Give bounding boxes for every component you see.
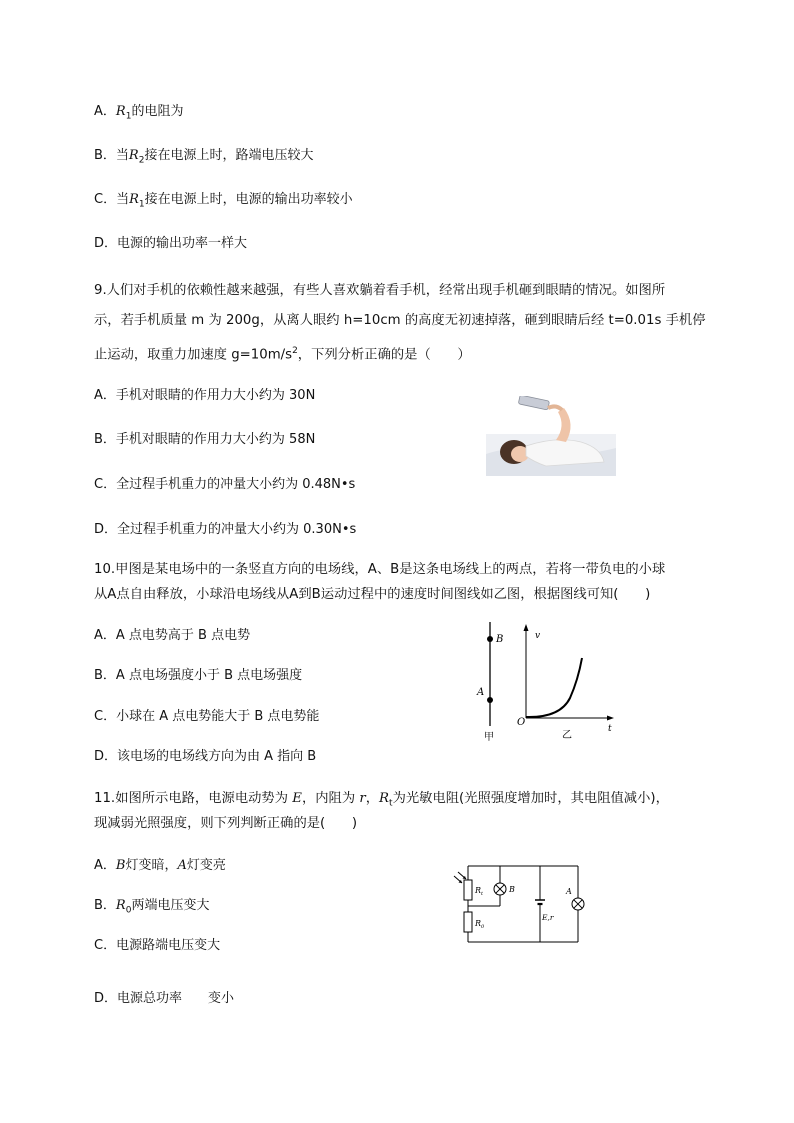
q11-option-a bbox=[94, 856, 226, 876]
q10-option-a: A．A 点电势高于 B 点电势 bbox=[94, 628, 251, 643]
stem-text: ，内阻为 bbox=[301, 791, 360, 806]
variable-r0: R bbox=[115, 898, 126, 913]
q9-stem-line2: 示，若手机质量 m 为 200g，从离人眼约 h=10cm 的高度无初速掉落，砸到眼睛后经 t=0.01s 手机停 bbox=[94, 313, 706, 328]
label-a: A bbox=[477, 687, 485, 698]
option-text: D．电源总功率 bbox=[94, 991, 183, 1006]
option-text: 接在电源上时，路端电压较大 bbox=[144, 148, 314, 163]
variable-r: R bbox=[129, 192, 139, 207]
q8-option-b bbox=[94, 146, 313, 171]
label-r0: $R_0$ bbox=[475, 919, 485, 930]
q11-circuit bbox=[450, 858, 600, 948]
q11-option-b bbox=[94, 896, 209, 921]
variable-r: R bbox=[115, 104, 126, 119]
variable-rt: R bbox=[379, 791, 390, 806]
photoresistor-rt bbox=[464, 880, 472, 900]
option-prefix: B．当 bbox=[94, 148, 129, 163]
stem-text: ， bbox=[365, 791, 380, 806]
q9-option-c: C．全过程手机重力的冲量大小约为 0.48N•s bbox=[94, 477, 356, 492]
v-t-curve bbox=[526, 658, 582, 717]
stem-text: 11.如图所示电路，电源电动势为 bbox=[94, 791, 293, 806]
subscript: 1 bbox=[125, 111, 132, 122]
q10-option-d: D．该电场的电场线方向为由 A 指向 B bbox=[94, 749, 317, 764]
label-b: B bbox=[509, 885, 515, 894]
q10-stem-line2: 从A点自由释放，小球沿电场线从A到B运动过程中的速度时间图线如乙图，根据图线可知( ) bbox=[94, 587, 651, 602]
q11-option-c: C．电源路端电压变大 bbox=[94, 938, 221, 953]
q9-option-b: B．手机对眼睛的作用力大小约为 58N bbox=[94, 432, 316, 447]
point-b bbox=[487, 636, 493, 642]
option-prefix: C．当 bbox=[94, 192, 130, 207]
stem-text: 为光敏电阻(光照强度增加时，其电阻值减小)， bbox=[392, 791, 669, 806]
variable-r: R bbox=[128, 148, 139, 163]
q9-stem-line1: 9.人们对手机的依赖性越来越强，有些人喜欢躺着看手机，经常出现手机砸到眼睛的情况。如图所 bbox=[94, 283, 666, 298]
variable-e: E bbox=[292, 791, 302, 806]
variable-a: A bbox=[177, 858, 187, 873]
label-a: A bbox=[566, 887, 572, 896]
subscript: 1 bbox=[138, 199, 145, 210]
subscript: 0 bbox=[125, 905, 132, 916]
q11-option-d bbox=[94, 989, 234, 1009]
label-b: B bbox=[496, 634, 504, 645]
option-prefix: B． bbox=[94, 898, 116, 913]
option-prefix: A． bbox=[94, 104, 116, 119]
option-text: 灯变亮 bbox=[186, 858, 226, 873]
option-text: 变小 bbox=[208, 991, 235, 1006]
option-text: 接在电源上时，电源的输出功率较小 bbox=[144, 192, 353, 207]
t-axis-arrow bbox=[607, 716, 614, 721]
q8-option-c bbox=[94, 190, 353, 215]
q11-stem-line2: 现减弱光照强度，则下列判断正确的是( ) bbox=[94, 816, 358, 831]
stem-text: 止运动，取重力加速度 g=10m/s bbox=[94, 347, 293, 363]
option-text: 两端电压变大 bbox=[131, 898, 210, 913]
label-jia: 甲 bbox=[484, 732, 494, 743]
q9-option-a: A．手机对眼睛的作用力大小约为 30N bbox=[94, 388, 316, 403]
subscript: 2 bbox=[138, 155, 145, 166]
q10-option-b: B．A 点电场强度小于 B 点电场强度 bbox=[94, 668, 303, 683]
point-a bbox=[487, 697, 493, 703]
q9-option-d: D．全过程手机重力的冲量大小约为 0.30N•s bbox=[94, 522, 357, 537]
variable-r-internal: r bbox=[359, 791, 366, 806]
stem-text: ，下列分析正确的是（ ） bbox=[297, 347, 471, 363]
q9-phone-photo bbox=[486, 396, 616, 476]
option-text: 灯变暗， bbox=[125, 858, 178, 873]
label-er: E,r bbox=[542, 913, 554, 922]
q10-figure bbox=[470, 618, 620, 746]
option-prefix: A． bbox=[94, 858, 116, 873]
superscript: 2 bbox=[292, 346, 298, 356]
q11-stem-line1 bbox=[94, 789, 669, 814]
label-yi: 乙 bbox=[562, 730, 572, 741]
q9-stem-line3 bbox=[94, 341, 471, 365]
q10-option-c: C．小球在 A 点电势能大于 B 点电势能 bbox=[94, 709, 320, 724]
label-rt: $R_t$ bbox=[475, 886, 484, 897]
subscript: t bbox=[389, 798, 393, 809]
label-t: t bbox=[608, 724, 612, 734]
resistor-r0 bbox=[464, 912, 472, 932]
option-text: 的电阻为 bbox=[131, 104, 184, 119]
v-axis-arrow bbox=[524, 624, 529, 631]
q8-option-a bbox=[94, 102, 183, 127]
label-o: O bbox=[517, 717, 526, 728]
q8-option-d: D．电源的输出功率一样大 bbox=[94, 236, 248, 251]
label-v: v bbox=[535, 631, 541, 641]
variable-b: B bbox=[115, 858, 126, 873]
q10-stem-line1: 10.甲图是某电场中的一条竖直方向的电场线，A、B是这条电场线上的两点，若将一带负电的小球 bbox=[94, 562, 666, 577]
